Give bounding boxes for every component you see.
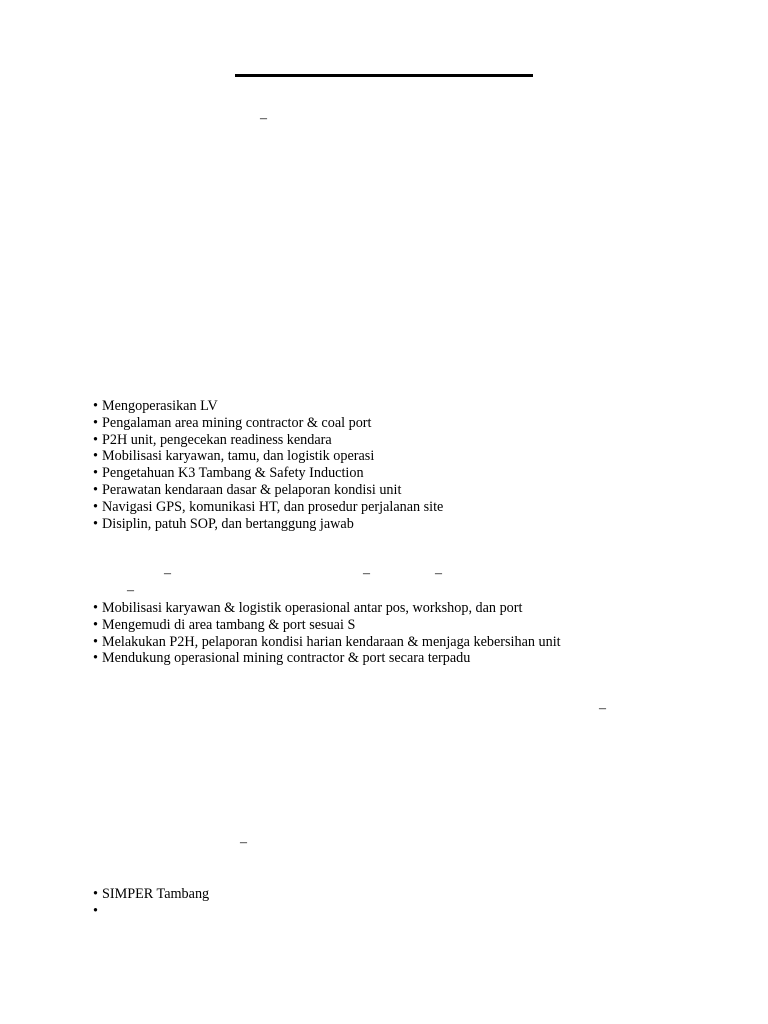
duty-text: Mengemudi di area tambang & port sesuai S xyxy=(102,616,356,633)
dash-mark: – xyxy=(435,566,442,581)
certifications-list xyxy=(93,886,209,920)
bullet-icon: • xyxy=(93,448,98,465)
list-item xyxy=(93,482,443,499)
skill-text: Perawatan kendaraan dasar & pelaporan kondisi unit xyxy=(102,481,402,498)
bullet-icon: • xyxy=(93,498,98,515)
certification-text: SIMPER Tambang xyxy=(102,886,210,902)
list-item xyxy=(93,465,443,482)
bullet-icon: • xyxy=(93,431,98,448)
list-item xyxy=(93,499,443,516)
list-item xyxy=(93,415,443,432)
dash-mark: – xyxy=(363,566,370,581)
bullet-icon: • xyxy=(93,600,98,616)
bullet-icon: • xyxy=(93,650,98,667)
bullet-icon: • xyxy=(93,633,98,650)
dash-mark: – xyxy=(240,835,247,850)
duty-text: Mobilisasi karyawan & logistik operasional antar pos, workshop, dan port xyxy=(102,600,523,616)
dash-mark: – xyxy=(599,701,606,716)
bullet-icon: • xyxy=(93,515,98,532)
bullet-icon: • xyxy=(93,616,98,633)
skill-text: P2H unit, pengecekan readiness kendara xyxy=(102,431,332,448)
bullet-icon: • xyxy=(93,902,98,919)
skill-text: Mobilisasi karyawan, tamu, dan logistik operasi xyxy=(102,448,375,465)
list-item xyxy=(93,516,443,533)
list-item xyxy=(93,886,209,903)
dash-mark: – xyxy=(164,566,171,581)
list-item xyxy=(93,634,561,651)
bullet-icon: • xyxy=(93,481,98,498)
bullet-icon: • xyxy=(93,414,98,431)
bullet-icon: • xyxy=(93,398,98,414)
skill-text: Pengetahuan K3 Tambang & Safety Induction xyxy=(102,465,364,482)
dash-mark: – xyxy=(260,111,267,126)
skill-text: Pengalaman area mining contractor & coal port xyxy=(102,414,372,431)
dash-mark: – xyxy=(127,583,134,598)
header-rule xyxy=(235,74,533,77)
skill-text: Disiplin, patuh SOP, dan bertanggung jawab xyxy=(102,515,354,532)
list-item xyxy=(93,600,561,617)
list-item xyxy=(93,903,209,920)
list-item xyxy=(93,432,443,449)
bullet-icon: • xyxy=(93,465,98,482)
list-item xyxy=(93,617,561,634)
list-item xyxy=(93,650,561,667)
bullet-icon: • xyxy=(93,886,98,902)
list-item xyxy=(93,398,443,415)
skill-text: Mengoperasikan LV xyxy=(102,398,218,414)
list-item xyxy=(93,448,443,465)
experience-duties-list xyxy=(93,600,561,667)
duty-text: Melakukan P2H, pelaporan kondisi harian kendaraan & menjaga kebersihan unit xyxy=(102,633,561,650)
duty-text: Mendukung operasional mining contractor & port secara terpadu xyxy=(102,650,471,667)
skill-text: Navigasi GPS, komunikasi HT, dan prosedur perjalanan site xyxy=(102,498,444,515)
skills-list xyxy=(93,398,443,532)
